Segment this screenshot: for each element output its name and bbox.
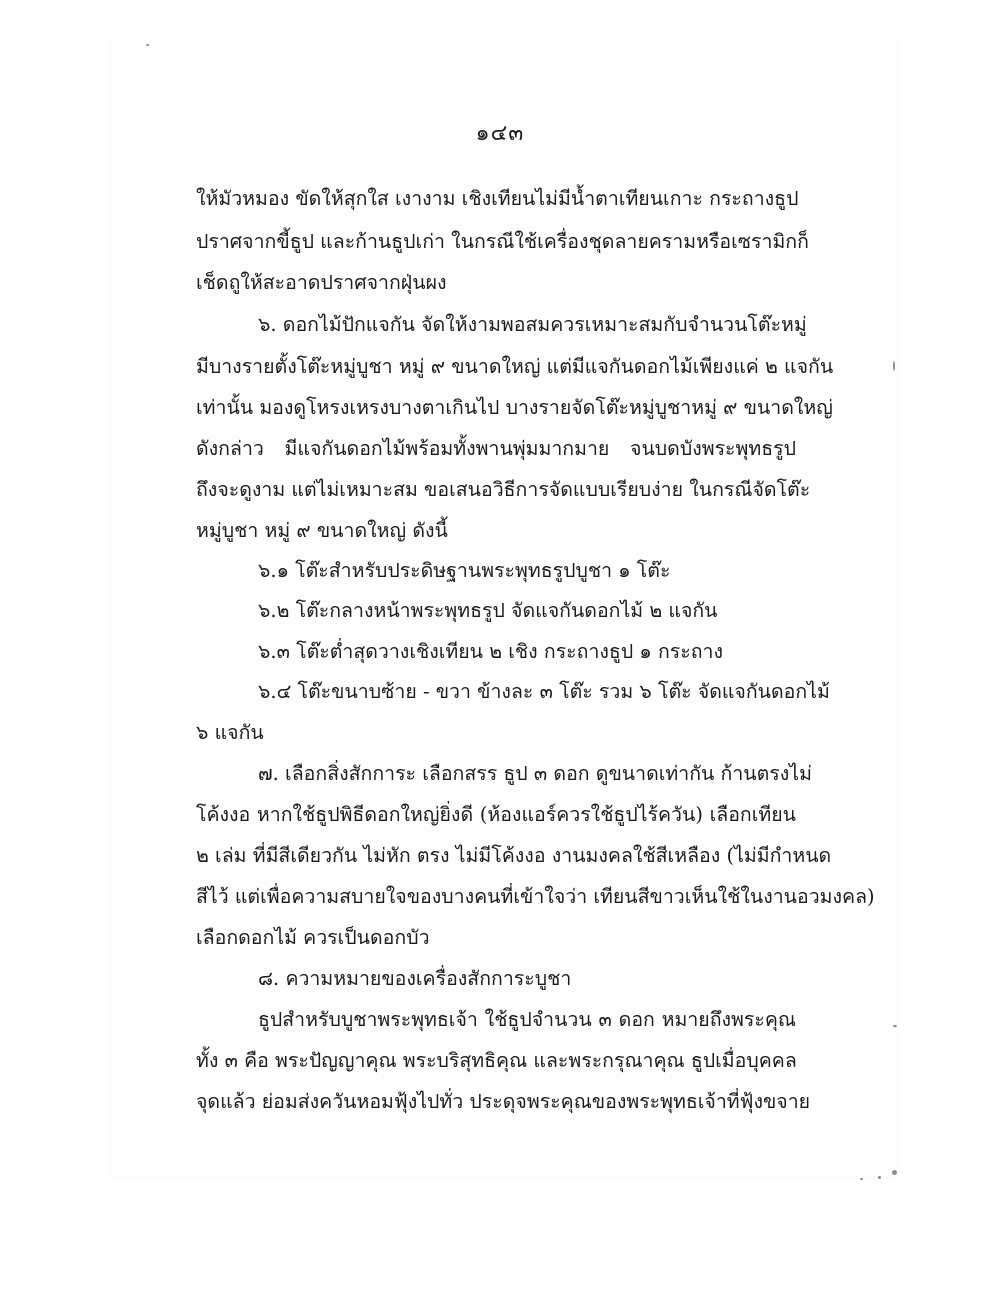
body-line-18: สีไว้ แต่เพื่อความสบายใจของบางคนที่เข้าใจว่า เทียนสีขาวเห็นใช้ในงานอวมงคล) <box>196 885 875 908</box>
body-line-6: เท่านั้น มองดูโหรงเหรงบางตาเกินไป บางรายจัดโต๊ะหมู่บูชาหมู่ ๙ ขนาดใหญ่ <box>196 396 833 419</box>
body-line-21: ธูปสำหรับบูชาพระพุทธเจ้า ใช้ธูปจำนวน ๓ ดอก หมายถึงพระคุณ <box>258 1008 796 1031</box>
body-line-1: ให้มัวหมอง ขัดให้สุกใส เงางาม เชิงเทียนไม่มีน้ำตาเทียนเกาะ กระถางธูป <box>196 187 799 210</box>
item-6-4: ๖.๔ โต๊ะขนาบซ้าย - ขวา ข้างละ ๓ โต๊ะ รวม ๖ โต๊ะ จัดแจกันดอกไม้ <box>258 680 830 703</box>
body-line-2: ปราศจากขี้ธูป และก้านธูปเก่า ในกรณีใช้เครื่องชุดลายครามหรือเซรามิกก็ <box>196 230 809 253</box>
item-6-4-continuation: ๖ แจกัน <box>196 721 264 744</box>
scan-speck <box>146 44 149 46</box>
body-line-19: เลือกดอกไม้ ควรเป็นดอกบัว <box>196 926 430 949</box>
body-line-8: ถึงจะดูงาม แต่ไม่เหมาะสม ขอเสนอวิธีการจัดแบบเรียบง่าย ในกรณีจัดโต๊ะ <box>196 478 811 501</box>
item-6-heading: ๖. ดอกไม้ปักแจกัน จัดให้งามพอสมควรเหมาะสมกับจำนวนโต๊ะหมู่ <box>258 313 807 336</box>
item-7-heading: ๗. เลือกสิ่งสักการะ เลือกสรร ธูป ๓ ดอก ดูขนาดเท่ากัน ก้านตรงไม่ <box>258 762 812 785</box>
body-line-7: ดังกล่าว มีแจกันดอกไม้พร้อมทั้งพานพุ่มมากมาย จนบดบังพระพุทธรูป <box>196 437 796 460</box>
body-line-23: จุดแล้ว ย่อมส่งควันหอมฟุ้งไปทั่ว ประดุจพระคุณของพระพุทธเจ้าที่ฟุ้งขจาย <box>196 1090 811 1113</box>
page-number: ๑๔๓ <box>475 121 525 146</box>
scan-speck <box>893 361 895 371</box>
body-line-5: มีบางรายตั้งโต๊ะหมู่บูชา หมู่ ๙ ขนาดใหญ่ แต่มีแจกันดอกไม้เพียงแค่ ๒ แจกัน <box>196 355 834 378</box>
scan-speck <box>860 1178 863 1180</box>
item-6-3: ๖.๓ โต๊ะต่ำสุดวางเชิงเทียน ๒ เชิง กระถางธูป ๑ กระถาง <box>258 640 724 663</box>
body-line-22: ทั้ง ๓ คือ พระปัญญาคุณ พระบริสุทธิคุณ และพระกรุณาคุณ ธูปเมื่อบุคคล <box>196 1049 797 1072</box>
scan-speck <box>878 1176 881 1179</box>
body-line-9: หมู่บูชา หมู่ ๙ ขนาดใหญ่ ดังนี้ <box>196 519 448 542</box>
item-8-heading: ๘. ความหมายของเครื่องสักการะบูชา <box>258 967 572 990</box>
body-line-16: โค้งงอ หากใช้ธูปพิธีดอกใหญ่ยิ่งดี (ห้องแอร์ควรใช้ธูปไร้ควัน) เลือกเทียน <box>196 803 796 826</box>
scan-speck <box>892 1170 897 1175</box>
item-6-1: ๖.๑ โต๊ะสำหรับประดิษฐานพระพุทธรูปบูชา ๑ โต๊ะ <box>258 559 671 582</box>
body-line-3: เช็ดถูให้สะอาดปราศจากฝุ่นผง <box>196 271 447 294</box>
body-line-17: ๒ เล่ม ที่มีสีเดียวกัน ไม่หัก ตรง ไม่มีโค้งงอ งานมงคลใช้สีเหลือง (ไม่มีกำหนด <box>196 844 832 867</box>
item-6-2: ๖.๒ โต๊ะกลางหน้าพระพุทธรูป จัดแจกันดอกไม้ ๒ แจกัน <box>258 599 718 622</box>
scan-speck <box>893 1025 897 1027</box>
